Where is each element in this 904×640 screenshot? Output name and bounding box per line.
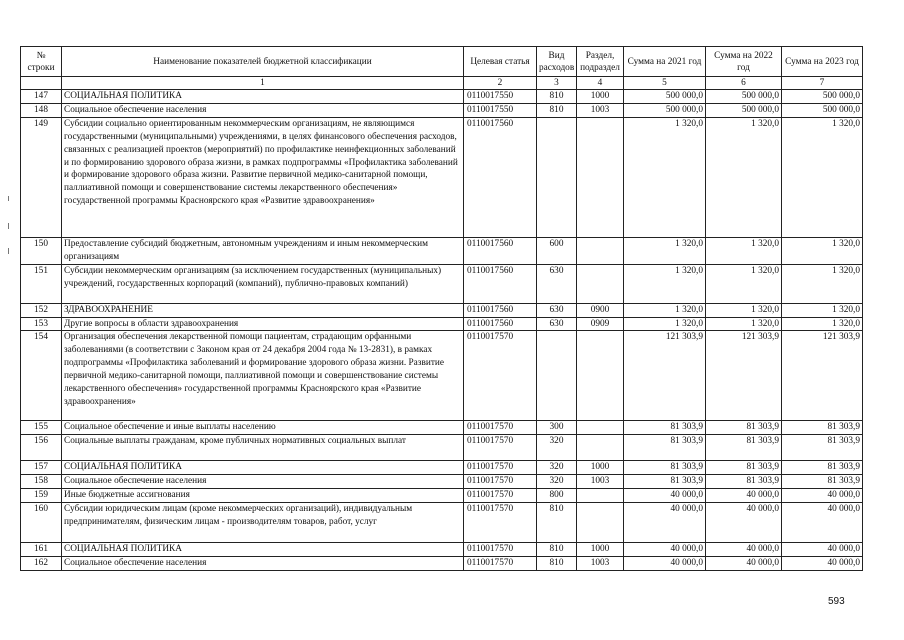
sum-2021: 1 320,0	[624, 317, 706, 331]
table-row	[21, 90, 863, 104]
sum-2021: 40 000,0	[624, 556, 706, 570]
target-article: 0110017570	[464, 435, 537, 461]
target-article: 0110017570	[464, 503, 537, 543]
row-number: 147	[21, 90, 62, 104]
sum-2022: 40 000,0	[706, 543, 782, 557]
sum-2022: 81 303,9	[706, 421, 782, 435]
page-number: 593	[828, 596, 845, 607]
indicator-name: Социальное обеспечение населения	[62, 475, 464, 489]
row-number: 150	[21, 237, 62, 264]
indicator-name: СОЦИАЛЬНАЯ ПОЛИТИКА	[62, 461, 464, 475]
target-article: 0110017560	[464, 237, 537, 264]
sum-2022: 81 303,9	[706, 435, 782, 461]
scan-mark	[8, 248, 9, 254]
row-number: 157	[21, 461, 62, 475]
sum-2023: 40 000,0	[782, 556, 863, 570]
table-row	[21, 264, 863, 303]
sum-2023: 1 320,0	[782, 264, 863, 303]
sum-2022: 1 320,0	[706, 264, 782, 303]
section-code	[577, 489, 624, 503]
expense-kind: 810	[537, 103, 577, 117]
sum-2023: 40 000,0	[782, 503, 863, 543]
section-code	[577, 237, 624, 264]
sum-2023: 1 320,0	[782, 237, 863, 264]
section-code: 0909	[577, 317, 624, 331]
section-code	[577, 435, 624, 461]
column-number	[21, 77, 62, 90]
sum-2023: 81 303,9	[782, 461, 863, 475]
sum-2021: 1 320,0	[624, 303, 706, 317]
section-code: 1003	[577, 556, 624, 570]
sum-2022: 500 000,0	[706, 103, 782, 117]
section-code: 0900	[577, 303, 624, 317]
target-article: 0110017570	[464, 543, 537, 557]
expense-kind: 810	[537, 503, 577, 543]
sum-2021: 81 303,9	[624, 435, 706, 461]
budget-table	[20, 46, 863, 571]
target-article: 0110017560	[464, 317, 537, 331]
column-number-row	[21, 77, 863, 90]
row-number: 161	[21, 543, 62, 557]
section-code	[577, 421, 624, 435]
expense-kind: 810	[537, 543, 577, 557]
header-row-number: № строки	[21, 47, 62, 77]
header-sum-2022: Сумма на 2022 год	[706, 47, 782, 77]
sum-2023: 40 000,0	[782, 543, 863, 557]
target-article: 0110017570	[464, 475, 537, 489]
sum-2023: 81 303,9	[782, 475, 863, 489]
expense-kind: 630	[537, 264, 577, 303]
target-article: 0110017560	[464, 117, 537, 237]
sum-2022: 40 000,0	[706, 489, 782, 503]
sum-2022: 1 320,0	[706, 303, 782, 317]
scan-mark	[8, 196, 9, 201]
row-number: 159	[21, 489, 62, 503]
sum-2023: 1 320,0	[782, 303, 863, 317]
sum-2021: 500 000,0	[624, 90, 706, 104]
section-code: 1000	[577, 461, 624, 475]
sum-2021: 40 000,0	[624, 503, 706, 543]
table-row	[21, 461, 863, 475]
sum-2021: 1 320,0	[624, 237, 706, 264]
section-code: 1003	[577, 475, 624, 489]
sum-2023: 500 000,0	[782, 103, 863, 117]
section-code: 1000	[577, 543, 624, 557]
column-number: 5	[624, 77, 706, 90]
indicator-name: Социальное обеспечение и иные выплаты населению	[62, 421, 464, 435]
indicator-name: ЗДРАВООХРАНЕНИЕ	[62, 303, 464, 317]
table-row	[21, 543, 863, 557]
table-row	[21, 489, 863, 503]
header-sum-2023: Сумма на 2023 год	[782, 47, 863, 77]
sum-2022: 500 000,0	[706, 90, 782, 104]
table-row	[21, 303, 863, 317]
section-code: 1000	[577, 90, 624, 104]
column-number: 4	[577, 77, 624, 90]
sum-2023: 81 303,9	[782, 421, 863, 435]
sum-2021: 121 303,9	[624, 331, 706, 421]
column-number: 6	[706, 77, 782, 90]
row-number: 160	[21, 503, 62, 543]
expense-kind: 800	[537, 489, 577, 503]
expense-kind: 630	[537, 317, 577, 331]
sum-2021: 81 303,9	[624, 421, 706, 435]
indicator-name: Социальное обеспечение населения	[62, 103, 464, 117]
sum-2022: 1 320,0	[706, 117, 782, 237]
expense-kind: 320	[537, 461, 577, 475]
header-name: Наименование показателей бюджетной классификации	[62, 47, 464, 77]
section-code	[577, 117, 624, 237]
sum-2023: 500 000,0	[782, 90, 863, 104]
expense-kind: 810	[537, 556, 577, 570]
indicator-name: Иные бюджетные ассигнования	[62, 489, 464, 503]
table-row	[21, 503, 863, 543]
expense-kind	[537, 331, 577, 421]
indicator-name: Предоставление субсидий бюджетным, автономным учреждениям и иным некоммерческим организациям	[62, 237, 464, 264]
row-number: 162	[21, 556, 62, 570]
expense-kind: 810	[537, 90, 577, 104]
sum-2021: 40 000,0	[624, 489, 706, 503]
expense-kind: 320	[537, 475, 577, 489]
row-number: 153	[21, 317, 62, 331]
row-number: 148	[21, 103, 62, 117]
scan-mark	[8, 223, 9, 229]
table-row	[21, 421, 863, 435]
header-row	[21, 47, 863, 77]
indicator-name: Субсидии некоммерческим организациям (за исключением государственных (муниципальных) учреждений, государственных корпораций (компаний), публично-правовых компаний)	[62, 264, 464, 303]
target-article: 0110017570	[464, 489, 537, 503]
indicator-name: СОЦИАЛЬНАЯ ПОЛИТИКА	[62, 543, 464, 557]
table-row	[21, 435, 863, 461]
target-article: 0110017570	[464, 421, 537, 435]
sum-2023: 81 303,9	[782, 435, 863, 461]
sum-2022: 40 000,0	[706, 503, 782, 543]
column-number: 3	[537, 77, 577, 90]
column-number: 1	[62, 77, 464, 90]
header-sum-2021: Сумма на 2021 год	[624, 47, 706, 77]
section-code	[577, 331, 624, 421]
section-code	[577, 503, 624, 543]
target-article: 0110017550	[464, 103, 537, 117]
sum-2021: 1 320,0	[624, 117, 706, 237]
expense-kind	[537, 117, 577, 237]
sum-2021: 40 000,0	[624, 543, 706, 557]
row-number: 152	[21, 303, 62, 317]
expense-kind: 600	[537, 237, 577, 264]
row-number: 154	[21, 331, 62, 421]
row-number: 151	[21, 264, 62, 303]
sum-2021: 81 303,9	[624, 461, 706, 475]
target-article: 0110017570	[464, 461, 537, 475]
expense-kind: 300	[537, 421, 577, 435]
indicator-name: Субсидии юридическим лицам (кроме некоммерческих организаций), индивидуальным предпринимателям, физическим лицам - производителям товаров, работ, услуг	[62, 503, 464, 543]
indicator-name: Субсидии социально ориентированным некоммерческим организациям, не являющимся государственными (муниципальными) учреждениями, в целях финансового обеспечения расходов, связанных с реализацией проектов (мероприятий) по профилактике неинфекционных заболеваний и по формированию здорового образа жизни, в рамках подпрограммы «Профилактика заболеваний и формирование здорового образа жизни. Развитие первичной медико-санитарной помощи, паллиативной помощи и совершенствование системы лекарственного обеспечения» государственной программы Красноярского края «Развитие здравоохранения»	[62, 117, 464, 237]
target-article: 0110017560	[464, 264, 537, 303]
table-row	[21, 317, 863, 331]
sum-2021: 1 320,0	[624, 264, 706, 303]
indicator-name: Другие вопросы в области здравоохранения	[62, 317, 464, 331]
sum-2023: 40 000,0	[782, 489, 863, 503]
indicator-name: Социальные выплаты гражданам, кроме публичных нормативных социальных выплат	[62, 435, 464, 461]
row-number: 156	[21, 435, 62, 461]
sum-2023: 1 320,0	[782, 117, 863, 237]
indicator-name: Организация обеспечения лекарственной помощи пациентам, страдающим орфанными заболеваниями (в соответствии с Законом края от 24 декабря 2004 года № 13-2831), в рамках подпрограммы «Профилактика заболеваний и формирование здорового образа жизни. Развитие первичной медико-санитарной помощи, паллиативной помощи и совершенствование системы лекарственного обеспечения» государственной программы Красноярского края «Развитие здравоохранения»	[62, 331, 464, 421]
sum-2022: 121 303,9	[706, 331, 782, 421]
column-number: 2	[464, 77, 537, 90]
table-row	[21, 475, 863, 489]
indicator-name: Социальное обеспечение населения	[62, 556, 464, 570]
row-number: 149	[21, 117, 62, 237]
expense-kind: 320	[537, 435, 577, 461]
column-number: 7	[782, 77, 863, 90]
indicator-name: СОЦИАЛЬНАЯ ПОЛИТИКА	[62, 90, 464, 104]
table-row	[21, 556, 863, 570]
target-article: 0110017570	[464, 331, 537, 421]
sum-2022: 1 320,0	[706, 237, 782, 264]
table-row	[21, 103, 863, 117]
target-article: 0110017570	[464, 556, 537, 570]
row-number: 158	[21, 475, 62, 489]
target-article: 0110017560	[464, 303, 537, 317]
sum-2023: 121 303,9	[782, 331, 863, 421]
header-section: Раздел, подраздел	[577, 47, 624, 77]
sum-2021: 500 000,0	[624, 103, 706, 117]
sum-2022: 1 320,0	[706, 317, 782, 331]
header-expense-kind: Вид расходов	[537, 47, 577, 77]
table-row	[21, 331, 863, 421]
sum-2021: 81 303,9	[624, 475, 706, 489]
table-row	[21, 117, 863, 237]
sum-2022: 81 303,9	[706, 461, 782, 475]
sum-2022: 81 303,9	[706, 475, 782, 489]
table-row	[21, 237, 863, 264]
header-target-article: Целевая статья	[464, 47, 537, 77]
expense-kind: 630	[537, 303, 577, 317]
sum-2022: 40 000,0	[706, 556, 782, 570]
sum-2023: 1 320,0	[782, 317, 863, 331]
section-code: 1003	[577, 103, 624, 117]
row-number: 155	[21, 421, 62, 435]
target-article: 0110017550	[464, 90, 537, 104]
section-code	[577, 264, 624, 303]
